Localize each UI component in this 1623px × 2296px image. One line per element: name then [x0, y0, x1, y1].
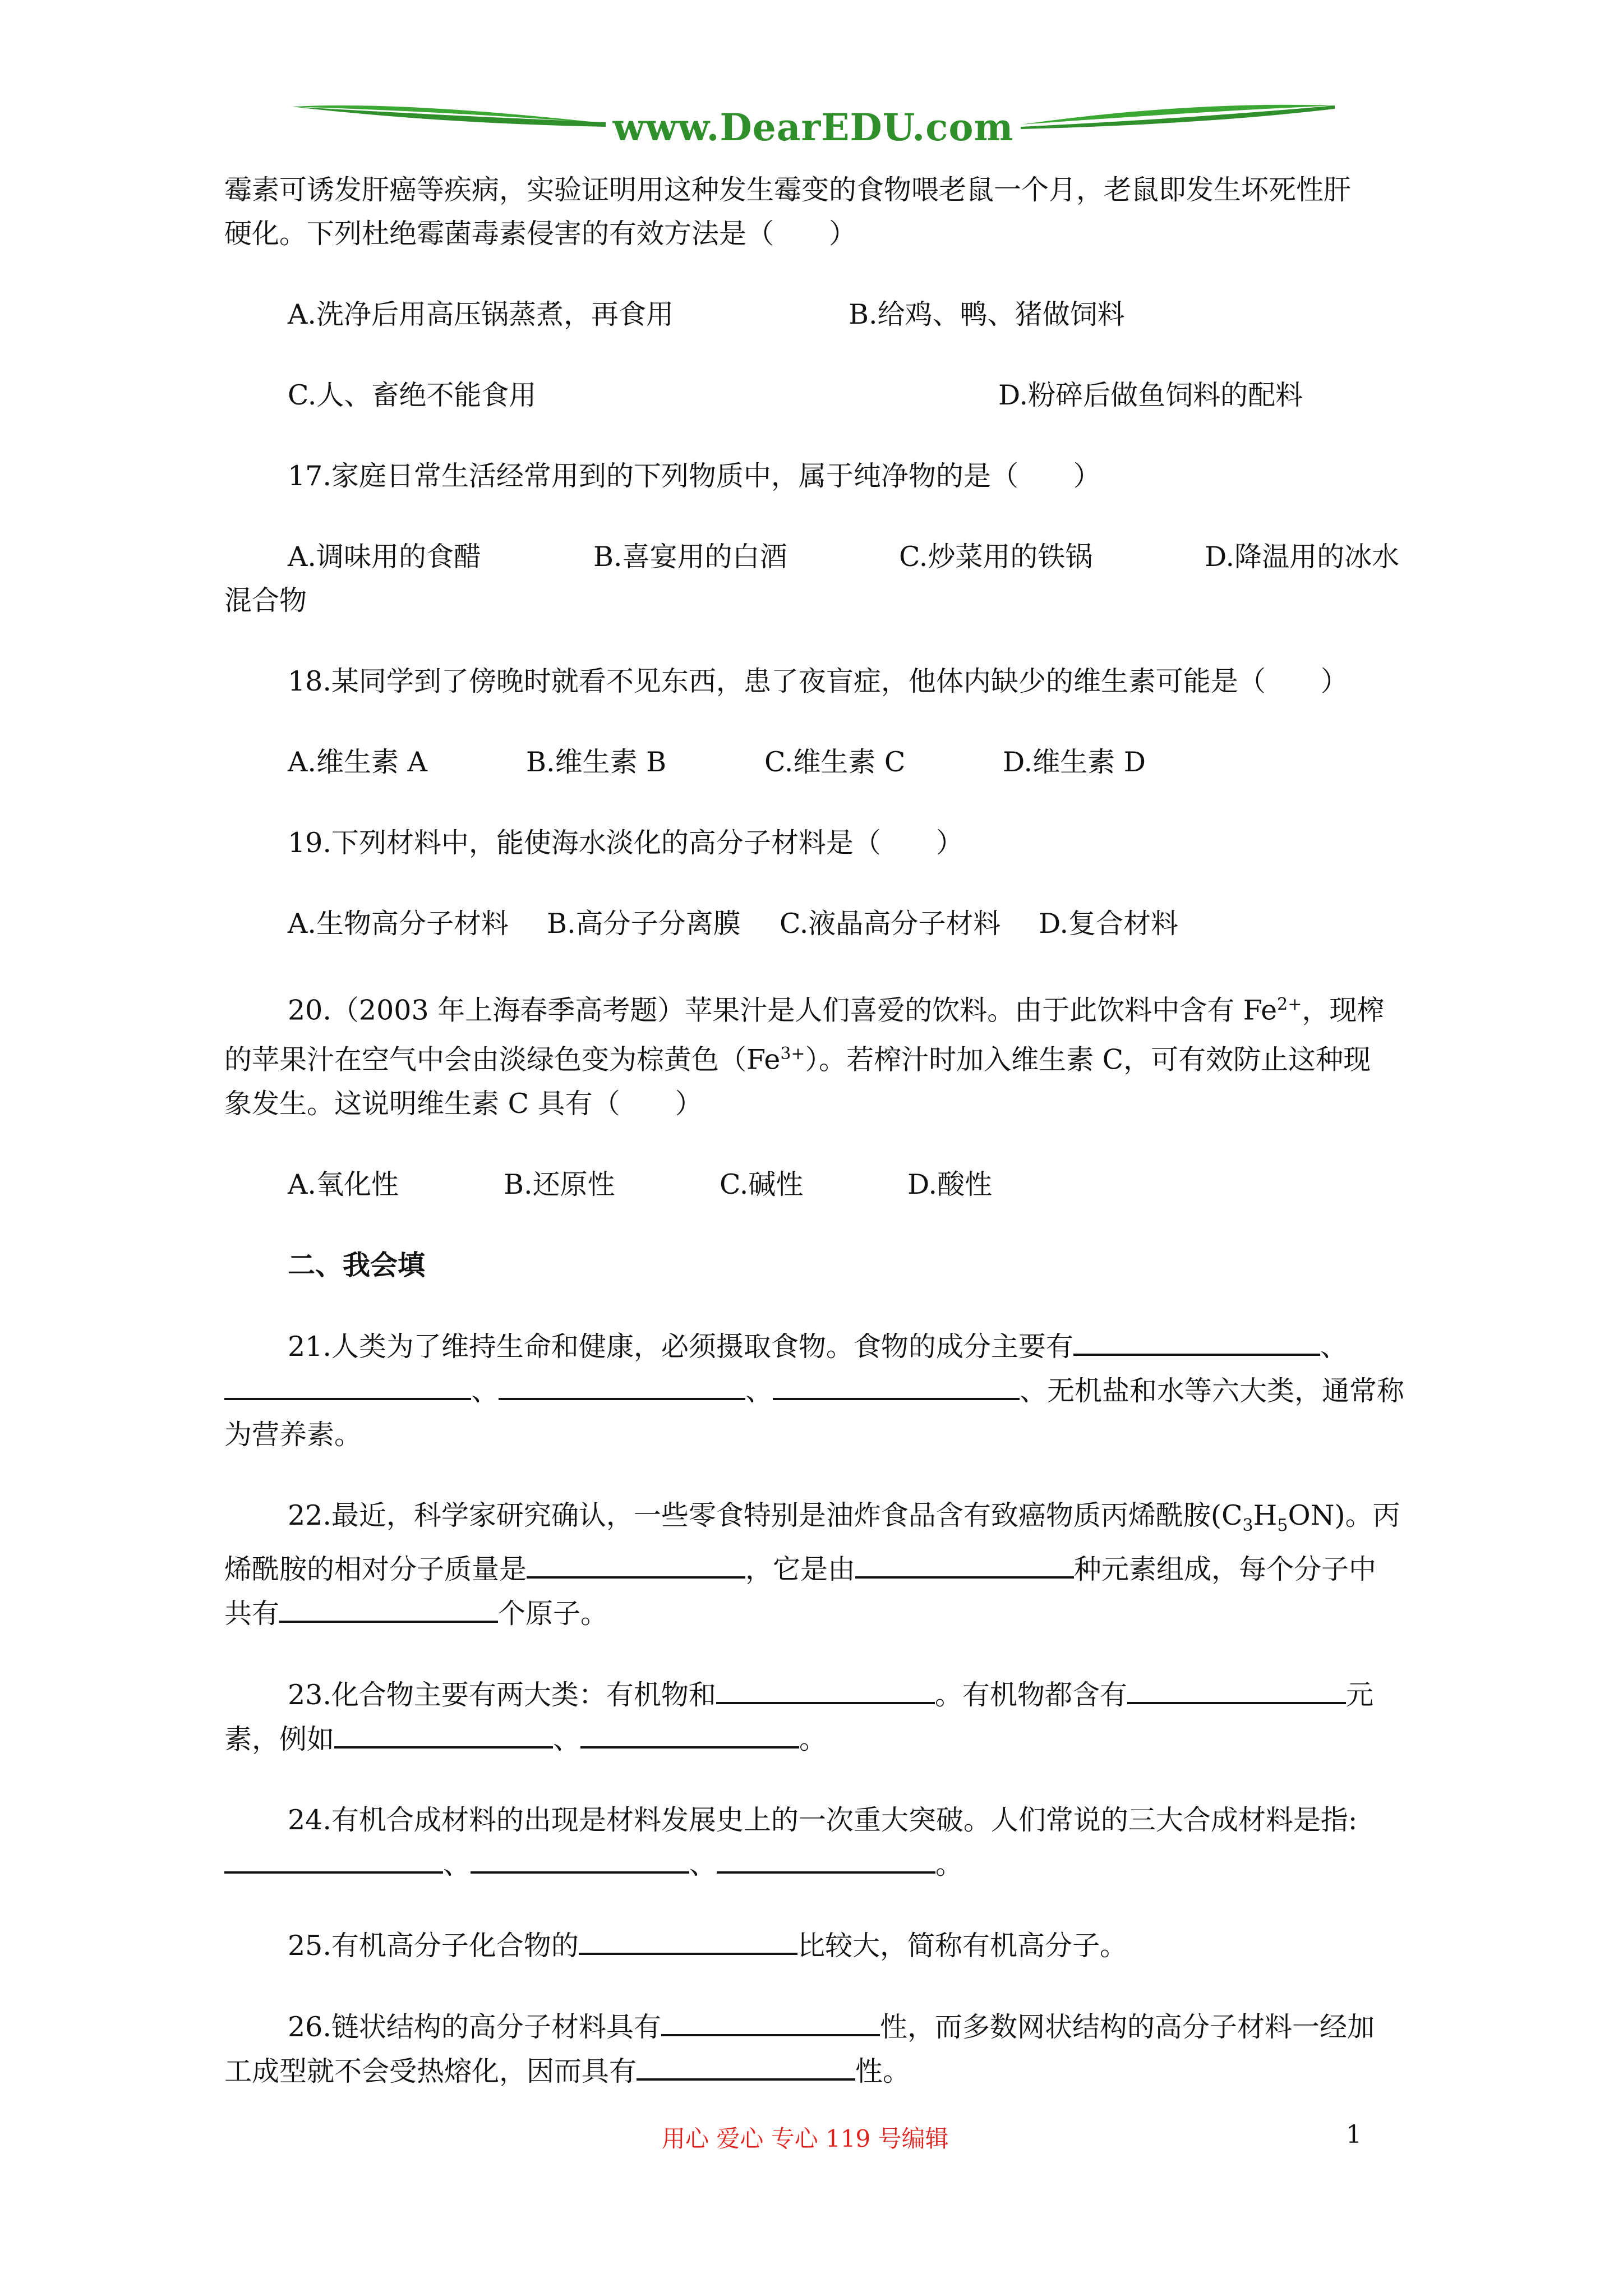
q23-blank-4[interactable] [580, 1717, 799, 1749]
q22-line1-a: 22.最近，科学家研究确认，一些零食特别是油炸食品含有致癌物质丙烯酰胺(C [288, 1499, 1243, 1531]
q22-blank-2[interactable] [855, 1547, 1074, 1579]
q20-option-b: B.还原性 [504, 1168, 615, 1200]
q20-line2-b: ）。若榨汁时加入维生素 C，可有效防止这种现 [805, 1043, 1371, 1076]
q25-a: 25.有机高分子化合物的 [288, 1930, 579, 1962]
q18-options [224, 740, 1419, 784]
q21-blank-1[interactable] [1073, 1324, 1320, 1356]
q26-blank-1[interactable] [661, 2005, 880, 2036]
q20-option-a: A.氧化性 [288, 1168, 399, 1200]
q19-option-a: A.生物高分子材料 [288, 908, 509, 940]
q18-stem: 18.某同学到了傍晚时就看不见东西，患了夜盲症，他体内缺少的维生素可能是（ ） [288, 665, 1348, 697]
q16-options-row2 [224, 374, 1419, 417]
q21-sep: 、 [745, 1374, 773, 1407]
q22-line2-a: 烯酰胺的相对分子质量是 [224, 1553, 527, 1586]
q22-blank-1[interactable] [527, 1547, 745, 1579]
q17-option-a: A.调味用的食醋 [288, 541, 481, 573]
page-number: 1 [1346, 2120, 1362, 2149]
exam-content [224, 168, 1419, 2093]
q22-line1-b: ON)。丙 [1288, 1499, 1400, 1531]
q20-fe2-charge: 2+ [1277, 995, 1302, 1014]
q22-sub-c: 3 [1242, 1515, 1253, 1535]
q16-option-a: A.洗净后用高压锅蒸煮，再食用 [288, 298, 674, 330]
q20-fe3-charge: 3+ [780, 1044, 805, 1064]
q26-blank-2[interactable] [637, 2049, 855, 2081]
q23-line2-b: 、 [553, 1723, 581, 1756]
q24-sep: 、 [443, 1848, 471, 1881]
q17-options [224, 535, 1419, 579]
q26-b: 性，而多数网状结构的高分子材料一经加 [879, 2011, 1375, 2044]
q26-d: 性。 [855, 2055, 911, 2088]
q18-option-c: C.维生素 C [764, 746, 906, 778]
q24-line1: 24.有机合成材料的出现是材料发展史上的一次重大突破。人们常说的三大合成材料是指: [288, 1804, 1358, 1837]
q20-option-c: C.碱性 [720, 1168, 804, 1200]
q25-blank[interactable] [579, 1924, 797, 1955]
q20-line2 [224, 1032, 1419, 1082]
q16-line2: 硬化。下列杜绝霉菌毒素侵害的有效方法是（ ） [224, 218, 857, 250]
q22-line2 [224, 1547, 1419, 1591]
site-header-banner [292, 90, 1335, 168]
site-url[interactable]: www.DearEDU.com [612, 105, 1014, 149]
q23-line1 [224, 1673, 1419, 1717]
q21-line3: 为营养素。 [224, 1418, 362, 1451]
q19-options [224, 902, 1419, 946]
q20-line1 [224, 983, 1419, 1032]
q19-stem: 19.下列材料中，能使海水淡化的高分子材料是（ ） [288, 827, 963, 859]
q24-sep: 、 [689, 1848, 717, 1881]
q17-option-b: B.喜宴用的白酒 [593, 541, 787, 573]
q25-line [224, 1924, 1419, 1968]
q21-blank-3[interactable] [499, 1369, 745, 1400]
q23-line2-a: 素，例如 [224, 1723, 335, 1756]
q21-line1-text: 21.人类为了维持生命和健康，必须摄取食物。食物的成分主要有 [288, 1330, 1073, 1363]
q19-option-c: C.液晶高分子材料 [780, 908, 1001, 940]
q17-stem: 17.家庭日常生活经常用到的下列物质中，属于纯净物的是（ ） [288, 460, 1101, 492]
q23-blank-1[interactable] [716, 1673, 935, 1704]
q22-line3 [224, 1591, 1419, 1636]
q26-c: 工成型就不会受热熔化，因而具有 [224, 2055, 637, 2088]
q22-line1 [224, 1494, 1419, 1548]
q22-blank-3[interactable] [279, 1591, 498, 1623]
q21-sep: 、 [1320, 1330, 1348, 1363]
q26-line1 [224, 2005, 1419, 2049]
q23-line2 [224, 1717, 1419, 1761]
q21-line2 [224, 1369, 1419, 1413]
q22-line3-a: 共有 [224, 1598, 280, 1630]
q26-line2 [224, 2049, 1419, 2093]
q20-line3: 象发生。这说明维生素 C 具有（ ） [224, 1087, 703, 1120]
q22-line2-c: 种元素组成，每个分子中 [1074, 1553, 1377, 1586]
q19-option-d: D.复合材料 [1039, 908, 1179, 940]
q18-option-d: D.维生素 D [1003, 746, 1146, 778]
q24-blank-2[interactable] [471, 1842, 689, 1874]
q17-option-d: D.降温用的冰水 [1205, 541, 1400, 573]
q23-line1-b: 。有机物都含有 [934, 1679, 1127, 1711]
q25-b: 比较大，简称有机高分子。 [797, 1930, 1127, 1962]
q17-option-c: C.炒菜用的铁锅 [899, 541, 1093, 573]
q21-blank-2[interactable] [224, 1369, 471, 1400]
q20-options [224, 1163, 1419, 1207]
q20-line2-a: 的苹果汁在空气中会由淡绿色变为棕黄色（Fe [224, 1043, 781, 1076]
q20-option-d: D.酸性 [907, 1168, 993, 1200]
q16-option-c: C.人、畜绝不能食用 [288, 379, 537, 411]
q23-blank-2[interactable] [1127, 1673, 1346, 1704]
q21-line1 [224, 1324, 1419, 1369]
q21-blank-4[interactable] [773, 1369, 1020, 1400]
q24-end: 。 [935, 1848, 963, 1881]
q19-option-b: B.高分子分离膜 [547, 908, 741, 940]
q21-sep: 、 [471, 1374, 499, 1407]
q23-line1-a: 23.化合物主要有两大类：有机物和 [288, 1679, 716, 1711]
q18-option-a: A.维生素 A [288, 746, 427, 778]
q18-option-b: B.维生素 B [526, 746, 667, 778]
q21-tail: 、无机盐和水等六大类，通常称 [1020, 1374, 1405, 1407]
q24-line2 [224, 1842, 1419, 1887]
q22-line2-b: ，它是由 [745, 1553, 856, 1586]
q16-line1: 霉素可诱发肝癌等疾病，实验证明用这种发生霉变的食物喂老鼠一个月，老鼠即发生坏死性肝 [224, 174, 1352, 206]
q23-line1-c: 元 [1345, 1679, 1373, 1711]
q22-sub-h: 5 [1277, 1515, 1288, 1535]
q23-line2-c: 。 [799, 1723, 827, 1756]
q22-h: H [1253, 1499, 1278, 1531]
q16-option-d: D.粉碎后做鱼饲料的配料 [998, 379, 1303, 411]
q20-line1-b: ，现榨 [1302, 994, 1385, 1027]
q24-blank-1[interactable] [224, 1842, 443, 1874]
q22-line3-b: 个原子。 [498, 1598, 608, 1630]
q16-option-b: B.给鸡、鸭、猪做饲料 [849, 298, 1125, 330]
footer-text: 用心 爱心 专心 119 号编辑 [662, 2125, 949, 2152]
q26-a: 26.链状结构的高分子材料具有 [288, 2011, 661, 2044]
q20-line1-a: 20.（2003 年上海春季高考题）苹果汁是人们喜爱的饮料。由于此饮料中含有 Fe [288, 994, 1278, 1027]
q24-blank-3[interactable] [717, 1842, 935, 1874]
q23-blank-3[interactable] [334, 1717, 553, 1749]
q17-option-d-cont: 混合物 [224, 585, 307, 616]
q16-options-row1 [224, 293, 1419, 337]
section-heading: 二、我会填 [288, 1249, 426, 1281]
